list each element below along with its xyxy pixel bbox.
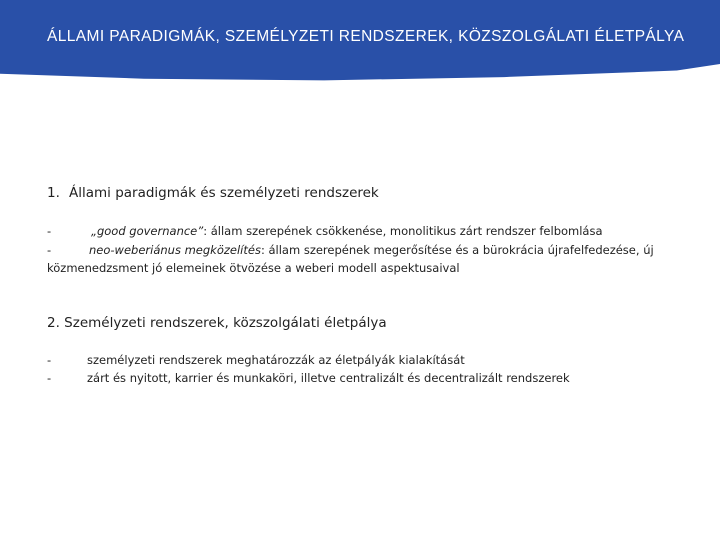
list-item [47,369,687,388]
bullet-text [47,241,687,278]
bullet-description: : állam szerepének csökkenése, monolitikus zárt rendszer felbomlása [203,224,603,238]
list-item [47,241,687,278]
bullet-text [47,222,687,241]
section-1-list [47,222,687,278]
slide-body [47,183,687,388]
slide-title: ÁLLAMI PARADIGMÁK, SZEMÉLYZETI RENDSZEREK, KÖZSZOLGÁLATI ÉLETPÁLYA [47,28,685,45]
section-1 [47,183,687,278]
bullet-text: személyzeti rendszerek meghatározzák az életpályák kialakítását [87,352,465,367]
bullet-dash: - [47,224,52,238]
section-1-heading [47,183,687,203]
bullet-term: neo-weberiánus megközelítés [89,242,261,257]
bullet-dash: - [47,242,52,257]
bullet-text: zárt és nyitott, karrier és munkaköri, illetve centralizált és decentralizált rendszerek [87,371,570,385]
bullet-dash: - [47,371,52,385]
section-1-number: 1. [47,185,60,201]
list-item [47,222,687,241]
bullet-description: : állam szerepének megerősítése és a bürokrácia újrafelfedezése, új közmenedzsment jó elemeinek ötvözése a weberi modell aspektusaival [47,242,654,275]
section-2-list [47,351,687,388]
section-2 [47,313,687,388]
section-2-heading: 2. Személyzeti rendszerek, közszolgálati életpálya [47,314,387,331]
bullet-term: „good governance” [91,224,204,238]
bullet-dash: - [47,352,52,367]
section-1-title: Állami paradigmák és személyzeti rendszerek [69,185,379,201]
list-item [47,351,687,370]
